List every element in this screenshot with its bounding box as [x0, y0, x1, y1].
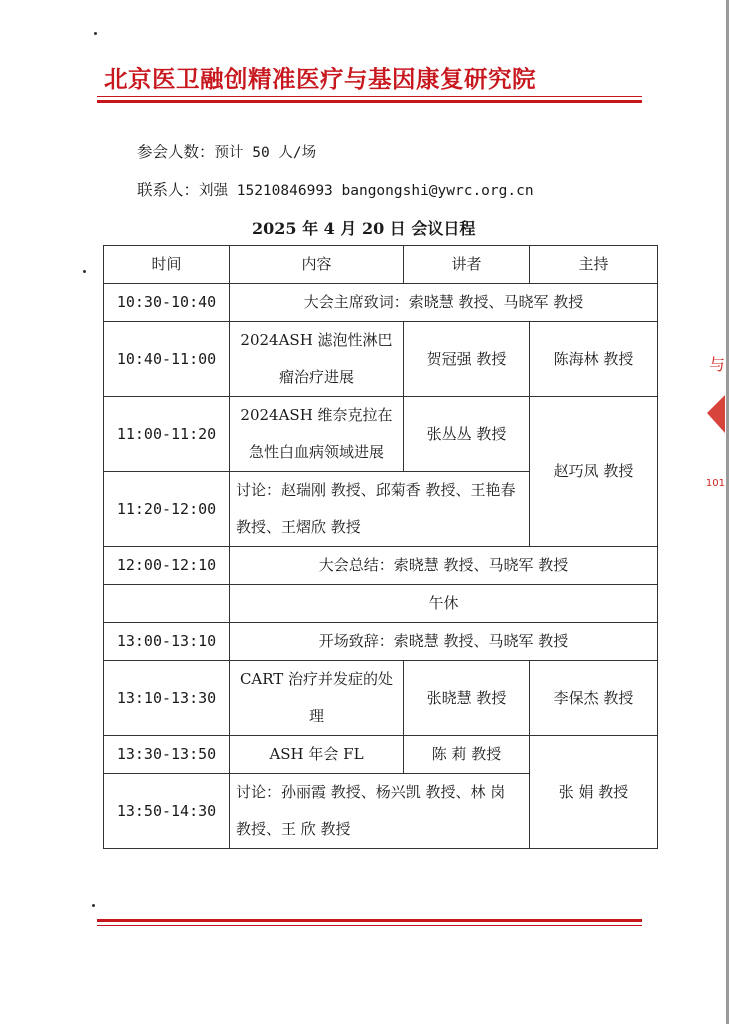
host-cell: 李保杰 教授	[530, 661, 658, 736]
content-cell: 午休	[230, 585, 658, 623]
host-cell: 张 娟 教授	[530, 736, 658, 849]
table-row	[104, 661, 658, 736]
time-cell: 13:10-13:30	[104, 661, 230, 736]
contact-value: 刘强 15210846993 bangongshi@ywrc.org.cn	[199, 183, 534, 199]
scan-speck	[94, 32, 97, 35]
contact-label: 联系人：	[137, 181, 200, 199]
content-cell: 开场致辞：索晓慧 教授、马晓军 教授	[230, 623, 658, 661]
host-cell: 陈海林 教授	[530, 322, 658, 397]
time-cell: 13:30-13:50	[104, 736, 230, 774]
contact-line	[137, 178, 534, 200]
content-cell: 大会总结：索晓慧 教授、马晓军 教授	[230, 547, 658, 585]
time-cell: 10:30-10:40	[104, 284, 230, 322]
schedule-title: 2025 年 4 月 20 日 会议日程	[252, 219, 476, 238]
org-letterhead-title: 北京医卫融创精准医疗与基因康复研究院	[104, 65, 536, 93]
attendance-label: 参会人数：	[137, 143, 215, 161]
content-cell: 讨论：孙丽霞 教授、杨兴凯 教授、林 岗 教授、王 欣 教授	[230, 774, 530, 849]
attendance-line	[137, 140, 316, 162]
content-cell: 2024ASH 维奈克拉在急性白血病领域进展	[230, 397, 404, 472]
table-row	[104, 585, 658, 623]
footer-rule-thin	[97, 925, 642, 926]
speaker-cell: 张丛丛 教授	[404, 397, 530, 472]
footer-rule-thick	[97, 919, 642, 922]
table-row	[104, 736, 658, 774]
schedule-table	[103, 245, 658, 849]
time-cell: 13:50-14:30	[104, 774, 230, 849]
header-time: 时间	[104, 246, 230, 284]
speaker-cell: 张晓慧 教授	[404, 661, 530, 736]
time-cell: 10:40-11:00	[104, 322, 230, 397]
header-rule-thin	[97, 96, 642, 97]
content-cell: ASH 年会 FL	[230, 736, 404, 774]
speaker-cell: 陈 莉 教授	[404, 736, 530, 774]
header-content: 内容	[230, 246, 404, 284]
table-row	[104, 284, 658, 322]
seal-star-fragment	[703, 395, 725, 435]
scan-speck	[83, 270, 86, 273]
seal-fragment-top: 与	[708, 355, 725, 374]
scan-speck	[92, 904, 95, 907]
content-cell: 讨论：赵瑞刚 教授、邱菊香 教授、王艳春 教授、王熠欣 教授	[230, 472, 530, 547]
header-rule-thick	[97, 100, 642, 103]
speaker-cell: 贺冠强 教授	[404, 322, 530, 397]
attendance-value: 预计 50 人/场	[214, 145, 317, 161]
time-cell: 11:00-11:20	[104, 397, 230, 472]
table-row	[104, 623, 658, 661]
table-row	[104, 322, 658, 397]
time-cell	[104, 585, 230, 623]
content-cell: 2024ASH 滤泡性淋巴瘤治疗进展	[230, 322, 404, 397]
header-host: 主持	[530, 246, 658, 284]
host-cell: 赵巧凤 教授	[530, 397, 658, 547]
header-speaker: 讲者	[404, 246, 530, 284]
time-cell: 12:00-12:10	[104, 547, 230, 585]
time-cell: 13:00-13:10	[104, 623, 230, 661]
content-cell: CART 治疗并发症的处理	[230, 661, 404, 736]
table-header-row	[104, 246, 658, 284]
content-cell: 大会主席致词：索晓慧 教授、马晓军 教授	[230, 284, 658, 322]
table-row	[104, 397, 658, 472]
time-cell: 11:20-12:00	[104, 472, 230, 547]
seal-fragment-bottom: 101	[705, 478, 725, 489]
table-row	[104, 547, 658, 585]
